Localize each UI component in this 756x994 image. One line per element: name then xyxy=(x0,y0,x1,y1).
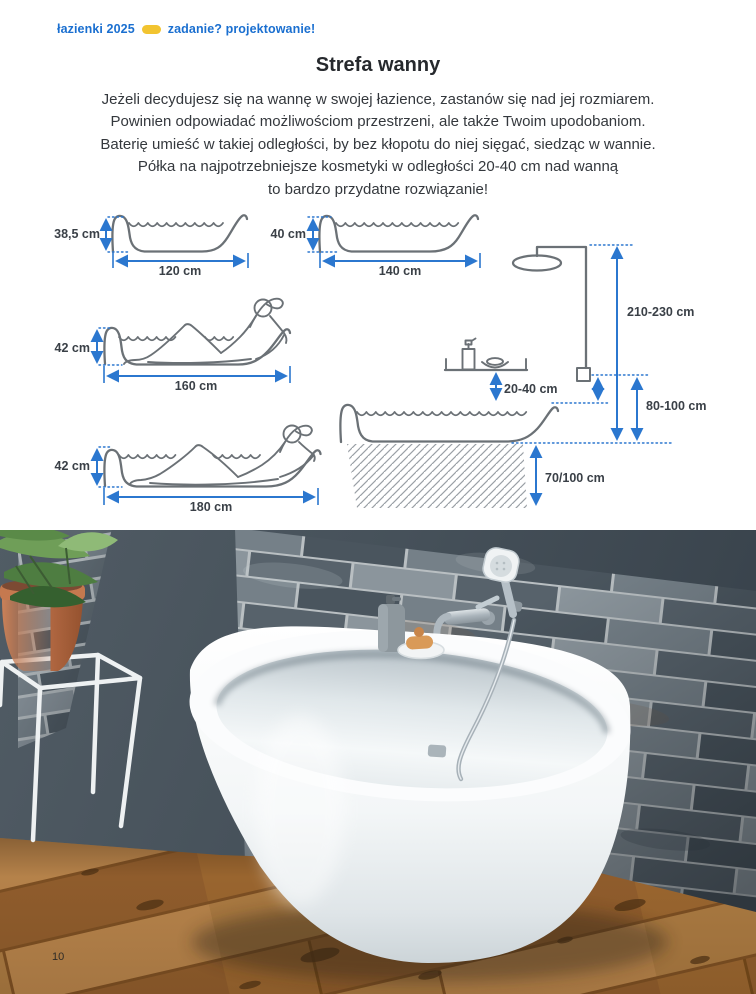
length-label: 180 cm xyxy=(189,500,233,514)
intro-line: to bardzo przydatne rozwiązanie! xyxy=(267,180,489,198)
height-label: 42 cm xyxy=(54,341,90,355)
mixer-height-label: 80-100 cm xyxy=(646,399,707,413)
tub-height-label: 70/100 cm xyxy=(545,471,605,485)
bathtub-dimension-diagrams xyxy=(0,200,756,530)
height-label: 38,5 cm xyxy=(54,227,100,241)
bathtub-profile xyxy=(112,215,247,252)
shelf-with-cosmetics xyxy=(445,339,527,371)
intro-line: Półka na najpotrzebniejsze kosmetyki w odległości 20-40 cm nad wanną xyxy=(137,158,619,176)
height-label: 40 cm xyxy=(270,227,306,241)
diagram-bathtub-180 xyxy=(55,426,321,515)
length-label: 120 cm xyxy=(158,264,202,278)
overhead-shower-icon xyxy=(513,256,561,271)
plinth-hatch-area xyxy=(347,444,527,508)
bottle-icon xyxy=(463,349,475,370)
person-figure xyxy=(124,299,286,364)
mixer-valve-icon xyxy=(577,368,590,381)
intro-line: Powinien odpowiadać możliwościom przestrzeni, ale także Twoim upodobaniom. xyxy=(110,113,646,131)
water-line xyxy=(357,412,526,415)
water-line xyxy=(119,455,175,458)
water-line xyxy=(336,223,458,226)
shower-column xyxy=(537,247,586,368)
page-title: Strefa wanny xyxy=(315,54,441,76)
water-line xyxy=(119,337,175,340)
diagram-bathtub-160 xyxy=(55,299,290,393)
diagram-bathtub-120 xyxy=(54,215,248,278)
bathtub xyxy=(183,616,668,982)
water-line xyxy=(129,223,223,226)
shower-height-label: 210-230 cm xyxy=(627,305,695,319)
page-number: 10 xyxy=(52,951,65,963)
brand-dash-icon xyxy=(142,25,161,34)
bathtub-profile xyxy=(319,215,478,252)
diagram-shower-zone xyxy=(340,245,706,508)
page-header xyxy=(57,22,315,36)
overflow-cover xyxy=(428,744,447,757)
bathtub-profile xyxy=(340,405,558,442)
header-tagline: zadanie? projektowanie! xyxy=(167,22,316,36)
height-label: 42 cm xyxy=(54,459,90,473)
brand-text: łazienki 2025 xyxy=(57,22,135,36)
bathroom-photo xyxy=(0,530,756,994)
length-label: 160 cm xyxy=(174,379,218,393)
intro-paragraph xyxy=(0,89,756,201)
intro-line: Baterię umieść w takiej odległości, by bez kłopotu do niej sięgać, siedząc w wannie. xyxy=(100,135,656,153)
shelf-distance-label: 20-40 cm xyxy=(504,382,558,396)
diagram-bathtub-140 xyxy=(271,215,480,278)
intro-line: Jeżeli decydujesz się na wannę w swojej łazience, zastanów się nad jej rozmiarem. xyxy=(101,91,655,108)
length-label: 140 cm xyxy=(378,264,422,278)
bathtub-profile xyxy=(104,328,290,365)
